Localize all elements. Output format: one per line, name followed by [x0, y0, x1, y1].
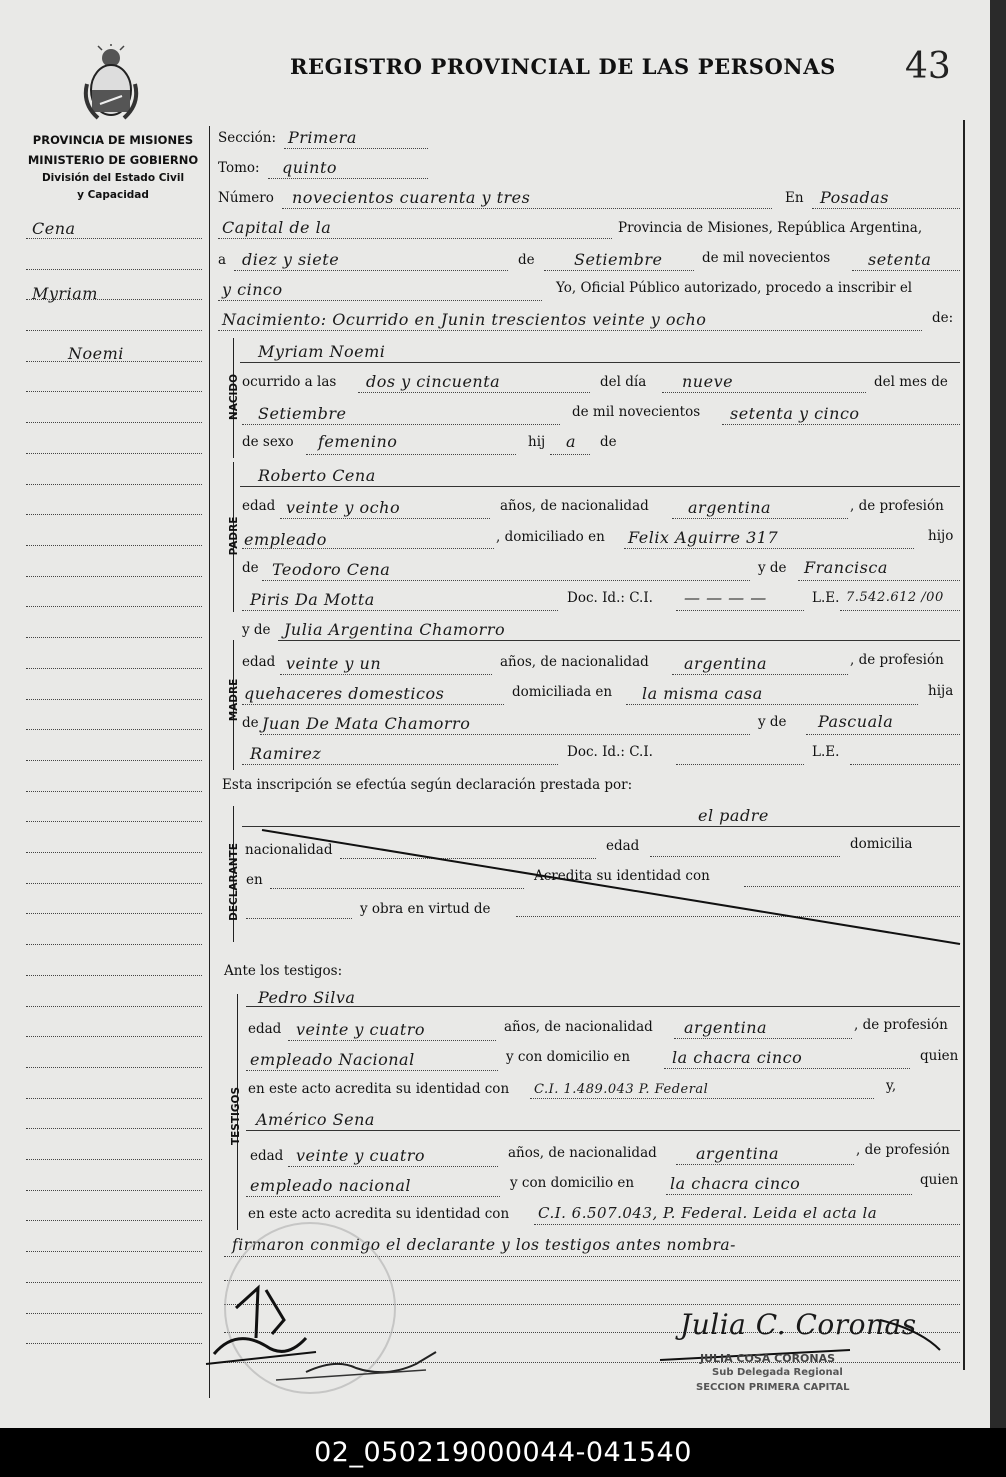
margin-line — [26, 1036, 202, 1037]
margin-line — [26, 944, 202, 945]
office-line-3: División del Estado Civil — [41, 172, 185, 184]
sexo-value: femenino — [318, 432, 398, 451]
declarante-value: el padre — [698, 806, 769, 825]
a-label: a — [218, 252, 227, 268]
madre-madre-de: Pascuala — [818, 712, 894, 731]
testigo2-name: Américo Sena — [256, 1110, 375, 1129]
scan-edge — [990, 0, 1006, 1428]
del-dia-label: del día — [600, 374, 647, 390]
testigo2-prof-label: , de profesión — [856, 1142, 950, 1158]
right-border — [963, 120, 965, 1370]
margin-line — [26, 606, 202, 607]
padre-edad-value: veinte y ocho — [286, 498, 401, 517]
seccion-value: Primera — [288, 128, 357, 147]
margin-line — [26, 975, 202, 976]
numero-label: Número — [218, 190, 274, 206]
argentina-coat-of-arms-icon — [80, 44, 142, 122]
padre-edad-label: edad — [242, 498, 276, 514]
padre-prof-label: , de profesión — [850, 498, 944, 514]
provincia-text: Provincia de Misiones, República Argentina, — [618, 220, 923, 236]
testigo1-prof-label: , de profesión — [854, 1017, 948, 1033]
year-value: setenta — [868, 250, 932, 269]
madre-y-de-label: y de — [242, 622, 271, 638]
declarante-intro: Esta inscripción se efectúa según declaración prestada por: — [222, 777, 633, 793]
margin-line — [26, 1282, 202, 1283]
madre-prof-label: , de profesión — [850, 652, 944, 668]
office-line-4: y Capacidad — [77, 189, 149, 201]
seccion-label: Sección: — [218, 130, 277, 146]
stamp-name: JULIA COSA CORONAS — [700, 1352, 836, 1365]
stamp-section: SECCION PRIMERA CAPITAL — [696, 1382, 850, 1393]
margin-line — [26, 514, 202, 515]
testigo1-quien: quien — [920, 1048, 959, 1064]
madre-edad-value: veinte y un — [286, 654, 382, 673]
padre-nac-value: argentina — [688, 498, 772, 517]
testigo2-dom-label: y con domicilio en — [510, 1175, 635, 1191]
margin-line — [26, 1067, 202, 1068]
nacido-section-label: NACIDO — [228, 373, 240, 421]
madre-edad-label: edad — [242, 654, 276, 670]
left-border — [209, 126, 210, 1398]
margin-line — [26, 1343, 202, 1344]
padre-le-label: L.E. — [812, 590, 840, 606]
margin-line — [26, 791, 202, 792]
numero-value: novecientos cuarenta y tres — [292, 188, 531, 207]
padre-doc-label: Doc. Id.: C.I. — [567, 590, 653, 606]
margin-line — [26, 1251, 202, 1252]
capital-value: Capital de la — [222, 218, 332, 237]
madre-dom-value: la misma casa — [642, 684, 763, 703]
closing-text: firmaron conmigo el declarante y los testigos antes nombra- — [232, 1236, 736, 1254]
padre-prof-value: empleado — [244, 530, 327, 549]
margin-line — [26, 1220, 202, 1221]
day-value: diez y siete — [242, 250, 340, 269]
ocurrido-label: ocurrido a las — [242, 374, 337, 390]
anio-value: setenta y cinco — [730, 404, 860, 423]
declarante-section-label: DECLARANTE — [228, 843, 240, 921]
madre-hija-label: hija — [928, 683, 954, 699]
testigo1-nac-label: años, de nacionalidad — [504, 1019, 653, 1035]
declarant-signatures-icon — [196, 1268, 456, 1398]
padre-madre-de: Francisca — [804, 558, 888, 577]
margin-first-name: Myriam — [32, 284, 98, 303]
del-mes-label: del mes de — [874, 374, 948, 390]
padre-hijo-label: hijo — [928, 528, 954, 544]
year-label: de mil novecientos — [702, 250, 831, 266]
declarante-strike-line — [260, 828, 964, 948]
testigo2-edad: veinte y cuatro — [296, 1146, 426, 1165]
testigo1-y: y, — [886, 1078, 897, 1094]
margin-line — [26, 1313, 202, 1314]
testigo1-edad-label: edad — [248, 1021, 282, 1037]
scan-code: 02_050219000044-041540 — [0, 1428, 1006, 1477]
hij-value: a — [566, 432, 577, 451]
declarante-dom-label: domicilia — [850, 836, 913, 852]
inscribir-value: Nacimiento: Ocurrido en Junin trescientos veinte y ocho — [222, 310, 707, 329]
padre-de-label: de — [242, 560, 259, 576]
margin-line — [26, 1190, 202, 1191]
margin-second-name: Noemi — [68, 344, 124, 363]
margin-surname: Cena — [32, 219, 76, 238]
madre-name: Julia Argentina Chamorro — [284, 620, 506, 639]
margin-line — [26, 453, 202, 454]
declarante-acredita-label: Acredita su identidad con — [534, 868, 710, 884]
yo-text: Yo, Oficial Público autorizado, procedo a inscribir el — [556, 280, 913, 296]
margin-line — [26, 699, 202, 700]
testigo2-edad-label: edad — [250, 1148, 284, 1164]
margin-line — [26, 1098, 202, 1099]
tomo-value: quinto — [282, 158, 338, 177]
year-value-cont: y cinco — [222, 280, 283, 299]
declarante-edad-label: edad — [606, 838, 640, 854]
padre-section-label: PADRE — [228, 516, 240, 556]
madre-doc-label: Doc. Id.: C.I. — [567, 744, 653, 760]
padre-y-de-label: y de — [758, 560, 787, 576]
padre-madre-de-cont: Piris Da Motta — [250, 590, 375, 609]
madre-y-de2-label: y de — [758, 714, 787, 730]
margin-line — [26, 729, 202, 730]
margin-line — [26, 760, 202, 761]
margin-line — [26, 391, 202, 392]
padre-ci-value: — — — — — [684, 588, 767, 607]
testigo1-prof: empleado Nacional — [250, 1050, 415, 1069]
testigo1-name: Pedro Silva — [258, 988, 356, 1007]
sexo-label: de sexo — [242, 434, 294, 450]
margin-line — [26, 576, 202, 577]
declarante-nac-label: nacionalidad — [245, 842, 333, 858]
document-title: REGISTRO PROVINCIAL DE LAS PERSONAS — [290, 54, 836, 79]
stamp-role: Sub Delegada Regional — [712, 1367, 843, 1378]
testigo1-acr: C.I. 1.489.043 P. Federal — [534, 1082, 709, 1097]
testigo2-acr-label: en este acto acredita su identidad con — [248, 1206, 510, 1222]
testigo1-dom-label: y con domicilio en — [506, 1049, 631, 1065]
margin-line — [26, 1128, 202, 1129]
padre-dom-value: Felix Aguirre 317 — [628, 528, 779, 547]
testigo2-nac: argentina — [696, 1144, 780, 1163]
registrar-signature: Julia C. Coronas — [680, 1308, 917, 1341]
hora-value: dos y cincuenta — [366, 372, 501, 391]
margin-line — [26, 484, 202, 485]
dia-value: nueve — [682, 372, 734, 391]
testigo1-acr-label: en este acto acredita su identidad con — [248, 1081, 510, 1097]
padre-nac-label: años, de nacionalidad — [500, 498, 649, 514]
margin-line — [26, 821, 202, 822]
margin-line — [26, 330, 202, 331]
madre-le-label: L.E. — [812, 744, 840, 760]
nacido-name: Myriam Noemi — [258, 342, 386, 361]
margin-line — [26, 1006, 202, 1007]
margin-line — [26, 883, 202, 884]
madre-nac-label: años, de nacionalidad — [500, 654, 649, 670]
margin-line — [26, 1159, 202, 1160]
issuing-office — [18, 130, 208, 204]
padre-name: Roberto Cena — [258, 466, 376, 485]
margin-line — [26, 422, 202, 423]
hij-label: hij — [528, 434, 546, 450]
mes-value: Setiembre — [258, 404, 347, 423]
madre-padre-de: Juan De Mata Chamorro — [262, 714, 471, 733]
testigos-section-label: TESTIGOS — [230, 1086, 242, 1146]
testigo1-nac: argentina — [684, 1018, 768, 1037]
testigo2-prof: empleado nacional — [250, 1176, 411, 1195]
madre-section-label: MADRE — [228, 678, 240, 722]
declarante-obra-label: y obra en virtud de — [360, 901, 491, 917]
margin-line — [26, 852, 202, 853]
testigo1-dom: la chacra cinco — [672, 1048, 803, 1067]
margin-line — [26, 545, 202, 546]
padre-le-value: 7.542.612 /00 — [846, 590, 944, 605]
testigos-intro: Ante los testigos: — [224, 963, 343, 979]
testigo1-edad: veinte y cuatro — [296, 1020, 426, 1039]
padre-padre-de: Teodoro Cena — [272, 560, 391, 579]
madre-prof-value: quehaceres domesticos — [244, 684, 445, 703]
margin-line — [26, 269, 202, 270]
de-label: de — [518, 252, 535, 268]
margin-line — [26, 637, 202, 638]
office-line-2: MINISTERIO DE GOBIERNO — [27, 153, 199, 167]
padre-dom-label: , domiciliado en — [496, 529, 605, 545]
office-line-1: PROVINCIA DE MISIONES — [32, 133, 194, 147]
madre-dom-label: domiciliada en — [512, 684, 613, 700]
page-number: 43 — [905, 46, 951, 87]
nacido-de-label: de — [600, 434, 617, 450]
en-value: Posadas — [820, 188, 889, 207]
en-label: En — [785, 190, 804, 206]
margin-line — [26, 668, 202, 669]
de-colon: de: — [932, 310, 954, 326]
mil-label: de mil novecientos — [572, 404, 701, 420]
month-value: Setiembre — [574, 250, 663, 269]
madre-nac-value: argentina — [684, 654, 768, 673]
margin-line — [26, 913, 202, 914]
declarante-en-label: en — [246, 872, 263, 888]
margin-line — [26, 238, 202, 239]
madre-madre-de-cont: Ramirez — [250, 744, 322, 763]
madre-de-label: de — [242, 715, 259, 731]
testigo2-dom: la chacra cinco — [670, 1174, 801, 1193]
testigo2-nac-label: años, de nacionalidad — [508, 1145, 657, 1161]
tomo-label: Tomo: — [218, 160, 260, 176]
testigo2-quien: quien — [920, 1172, 959, 1188]
testigo2-acr: C.I. 6.507.043, P. Federal. Leida el acta la — [538, 1204, 878, 1222]
